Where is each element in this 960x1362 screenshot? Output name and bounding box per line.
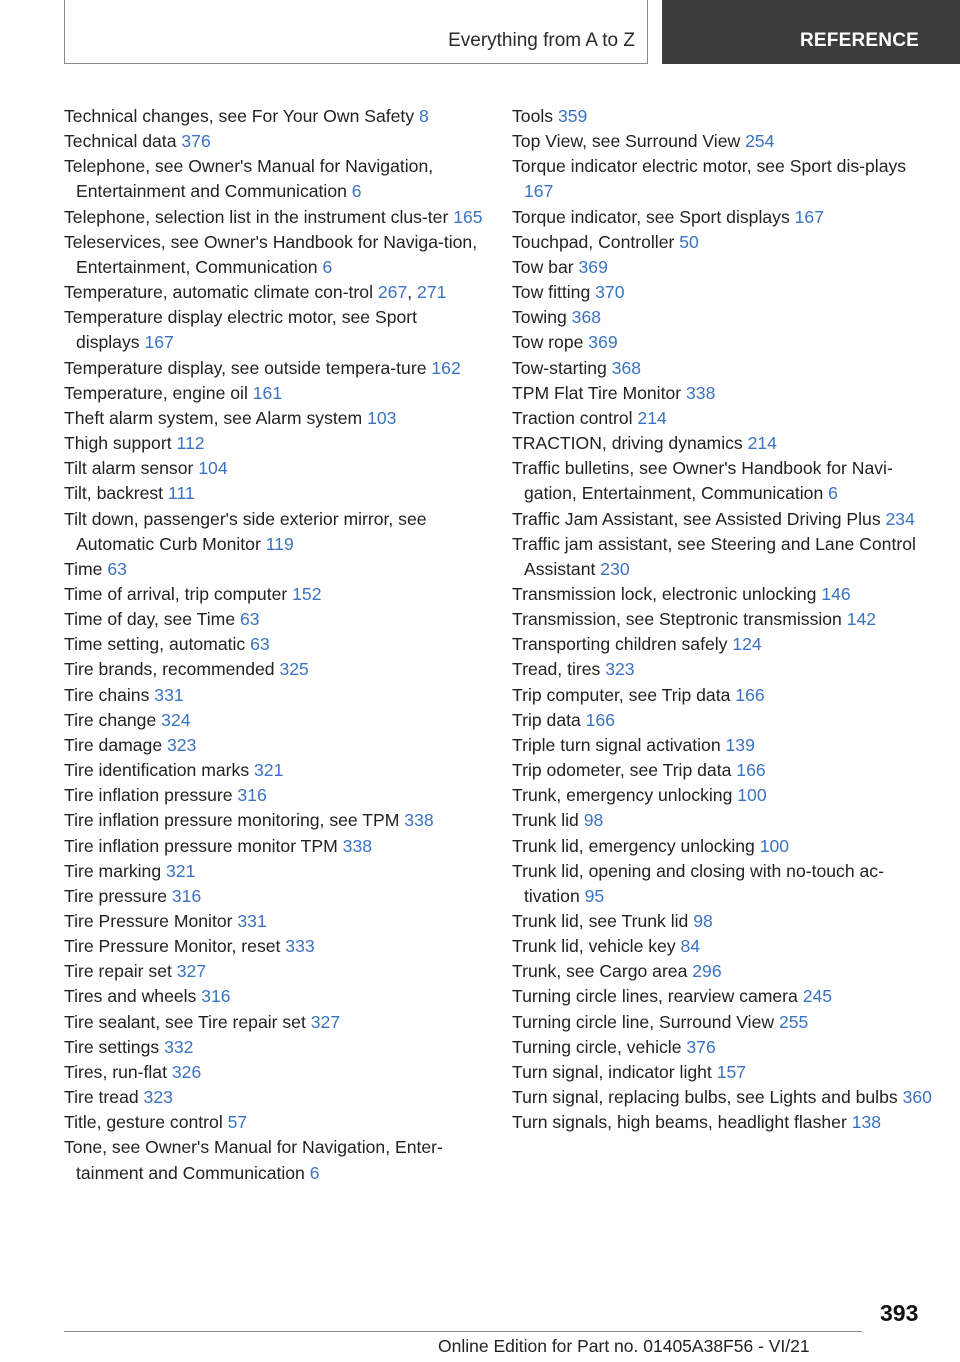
page-reference-link[interactable]: 245 [802,986,833,1007]
page-reference-link[interactable]: 323 [143,1087,173,1108]
page-reference-link[interactable]: 368 [611,357,642,378]
index-column-right [512,104,932,1135]
index-entry [64,959,484,984]
index-entry [64,104,484,129]
page-reference-link[interactable]: 103 [367,407,397,428]
index-entry [512,305,932,330]
page-reference-link[interactable]: 368 [571,307,602,328]
page-reference-link[interactable]: 142 [846,609,877,630]
index-entry [64,1110,484,1135]
page-reference-link[interactable]: 321 [166,860,196,881]
index-entry [512,230,932,255]
index-entry [512,456,932,506]
index-entry-term: Tow fitting [512,282,596,303]
index-entry-term: Turning circle lines, rearview camera [512,986,803,1007]
page-reference-link[interactable]: 327 [310,1011,341,1032]
index-entry [512,959,932,984]
page-reference-link[interactable]: 63 [107,558,127,579]
index-entry-term: Thigh support [64,433,177,454]
page-reference-link[interactable]: 6 [828,483,838,504]
index-entry [64,1035,484,1060]
running-header-title-box [64,0,648,64]
page-reference-link[interactable]: 331 [237,911,267,931]
page-reference-link[interactable]: 255 [778,1011,809,1032]
index-entry [64,657,484,682]
index-entry-term: Traffic jam assistant, see Steering and Lane Control Assistant [512,533,916,579]
page-reference-link[interactable]: 369 [588,332,618,353]
page-reference-link[interactable]: 338 [686,382,716,403]
index-entry [64,356,484,381]
index-entry-term: Tilt alarm sensor [64,458,199,479]
index-entry-term: Telephone, selection list in the instrument clus‐ter [64,206,454,227]
page-reference-link[interactable]: 338 [404,810,434,831]
page-reference-link[interactable]: 100 [737,785,767,806]
index-entry-term: Temperature display, see outside tempera‐ture [64,357,432,378]
page-reference-link[interactable]: 6 [351,181,362,202]
section-tab-label: REFERENCE [800,30,919,51]
index-entry-term: Tire settings [64,1036,165,1057]
index-entry-term: Trip odometer, see Trip data [512,760,737,781]
index-entry [64,481,484,506]
index-entry-term: Teleservices, see Owner's Handbook for Naviga‐tion, Entertainment, Communication [64,231,478,277]
index-entry [512,381,932,406]
index-entry-term: Turning circle, vehicle [512,1036,687,1057]
index-entry-term: Torque indicator, see Sport displays [512,206,795,227]
page-reference-link[interactable]: 98 [583,810,604,831]
index-entry-term: Telephone, see Owner's Manual for Navigation, Entertainment and Communication [64,156,434,202]
page-reference-link[interactable]: 165 [453,206,483,227]
page-reference-link[interactable]: 139 [725,734,755,755]
page-reference-link[interactable]: 323 [167,734,197,755]
index-entry-term: Tire Pressure Monitor [64,911,238,931]
index-entry [512,859,932,909]
page-reference-link[interactable]: 296 [692,961,722,982]
index-entry [64,507,484,557]
index-entry [512,582,932,607]
page-reference-link[interactable]: 84 [680,936,701,957]
index-entry-term: Turn signal, indicator light [512,1061,717,1082]
index-entry-term: Tire identification marks [64,760,255,781]
index-entry-term: Tow-starting [512,357,612,378]
index-entry [512,1035,932,1060]
index-entry-term: Transmission, see Steptronic transmission [512,609,847,630]
index-entry-term: Tilt, backrest [64,483,168,504]
index-entry [512,934,932,959]
index-entry-term: Turn signal, replacing bulbs, see Lights and bulbs [512,1087,903,1108]
page-reference-link[interactable]: 271 [417,282,447,303]
index-entry [512,758,932,783]
index-entry [64,406,484,431]
page-reference-link[interactable]: 166 [735,684,765,705]
page-reference-link[interactable]: 112 [176,433,205,454]
page-reference-link[interactable]: 57 [227,1112,248,1133]
index-entry-term: Tires and wheels [64,986,202,1007]
index-entry [64,859,484,884]
index-column-left [64,104,484,1186]
page-reference-link[interactable]: 234 [885,508,915,529]
index-entry [64,557,484,582]
page-reference-link[interactable]: 323 [605,659,635,680]
index-entry-term: Time setting, automatic [64,634,251,655]
page-reference-link[interactable]: 326 [171,1061,202,1082]
index-entry-term: Tire sealant, see Tire repair set [64,1011,311,1032]
page-reference-link[interactable]: 161 [252,382,283,403]
index-entry-term: Trunk, see Cargo area [512,961,693,982]
index-entry [512,683,932,708]
index-entry-term: Time [64,558,108,579]
index-entry-term: Turning circle line, Surround View [512,1011,779,1032]
index-entry-term: Trunk lid [512,810,584,831]
index-entry-term: Touchpad, Controller [512,231,680,252]
index-entry [64,129,484,154]
page-reference-link[interactable]: 325 [279,659,309,680]
index-entry-term: Torque indicator electric motor, see Sport dis‐plays [512,156,907,177]
index-entry [512,406,932,431]
index-entry-term: Trunk lid, emergency unlocking [512,835,760,856]
index-entry [64,632,484,657]
index-entry [64,230,484,280]
index-entry-term: Triple turn signal activation [512,734,726,755]
index-entry [512,205,932,230]
page-reference-link[interactable]: 369 [578,256,608,277]
index-entry-term: Tread, tires [512,659,606,680]
index-entry [64,607,484,632]
index-entry [64,783,484,808]
index-entry-term: TRACTION, driving dynamics [512,433,748,454]
index-entry [512,255,932,280]
index-entry-term: Trunk lid, vehicle key [512,936,681,957]
page-reference-link[interactable]: 316 [171,885,202,906]
index-entry-term: Towing [512,307,572,328]
index-entry [512,1110,932,1135]
index-entry [64,909,484,934]
page-reference-link[interactable]: 152 [292,583,322,604]
index-entry-term: Temperature display electric motor, see Sport displays [64,307,418,353]
index-entry [512,104,932,129]
index-entry [64,758,484,783]
page-reference-link[interactable]: 6 [309,1162,320,1183]
page-reference-link[interactable]: 370 [595,282,625,303]
index-entry-term: Tires, run-flat [64,1061,172,1082]
page-reference-link[interactable]: 376 [181,131,211,152]
index-entry-term: Top View, see Surround View [512,131,746,152]
page-number: 393 [880,1300,919,1326]
index-entry [64,1085,484,1110]
index-entry [64,1010,484,1035]
index-entry-term: Traffic Jam Assistant, see Assisted Driving Plus [512,508,886,529]
index-entry [64,808,484,833]
index-entry [64,733,484,758]
page-reference-link[interactable]: 166 [585,709,616,730]
index-entry-term: Trunk lid, opening and closing with no-touch ac‐tivation [512,860,884,906]
index-entry [64,1135,484,1185]
index-entry-term: Temperature, engine oil [64,382,253,403]
index-entry [512,431,932,456]
page-reference-link[interactable]: 360 [902,1087,932,1108]
index-entry-term: Time of arrival, trip computer [64,583,293,604]
page-reference-link[interactable]: 316 [237,785,267,806]
index-entry [64,1060,484,1085]
index-entry [512,783,932,808]
page-reference-link[interactable]: 324 [161,709,191,730]
index-entry-term: Tire pressure [64,885,172,906]
index-entry-term: Tire inflation pressure [64,785,238,806]
footer-divider [64,1331,862,1332]
index-entry [64,154,484,204]
page-reference-link[interactable]: 359 [557,106,588,126]
index-entry-term: Trip computer, see Trip data [512,684,736,705]
index-entry-term: Tire repair set [64,961,177,982]
index-entry [512,834,932,859]
running-header-title: Everything from A to Z [448,30,635,51]
index-entry [64,381,484,406]
index-entry-term: Tire change [64,709,162,730]
index-entry [512,733,932,758]
page-reference-link[interactable]: 124 [732,634,762,655]
page-reference-link[interactable]: 146 [821,583,851,604]
index-entry [512,330,932,355]
index-entry-term: Tire brands, recommended [64,659,280,680]
index-entry-term: Transporting children safely [512,634,733,655]
index-entry [512,532,932,582]
index-entry [512,708,932,733]
index-entry [64,205,484,230]
page-reference-link[interactable]: 332 [164,1036,194,1057]
index-entry-term: Title, gesture control [64,1112,228,1133]
section-tab [662,0,960,64]
index-entry [64,934,484,959]
index-entry [64,683,484,708]
index-entry-term: Tow bar [512,256,579,277]
page-reference-link[interactable]: 333 [285,936,315,957]
index-entry-term: Turn signals, high beams, headlight flasher [512,1112,852,1133]
index-entry [512,507,932,532]
index-entry-term: Tone, see Owner's Manual for Navigation, Enter‐tainment and Communication [64,1137,443,1183]
page-reference-link[interactable]: 63 [250,634,270,655]
index-entry [64,305,484,355]
page-reference-link[interactable]: 157 [716,1061,747,1082]
index-entry [64,708,484,733]
page-reference-link[interactable]: 63 [240,609,260,630]
page-reference-link[interactable]: 327 [176,961,207,982]
index-entry-term: Time of day, see Time [64,609,240,630]
index-entry [512,632,932,657]
index-entry [64,456,484,481]
page-reference-link[interactable]: 167 [794,206,824,227]
index-entry-term: Traffic bulletins, see Owner's Handbook for Navi‐gation, Entertainment, Communication [512,458,893,504]
page-reference-link[interactable]: 162 [431,357,461,378]
page-reference-link[interactable]: 214 [747,433,777,454]
index-entry [512,984,932,1009]
page-reference-link[interactable]: 321 [254,760,284,781]
index-entry-term: Tire tread [64,1087,144,1108]
index-entry [64,582,484,607]
index-entry [512,1085,932,1110]
index-entry-term: Traction control [512,407,638,428]
index-entry [64,834,484,859]
index-entry [512,909,932,934]
page-reference-link[interactable]: 104 [198,458,228,479]
page-separator: , [407,282,418,303]
page-reference-link[interactable]: 214 [637,407,667,428]
index-entry-term: Temperature, automatic climate con‐trol [64,282,378,303]
page-reference-link[interactable]: 111 [167,483,195,504]
index-entry-term: Tow rope [512,332,589,353]
footer-edition-text: Online Edition for Part no. 01405A38F56 - VI/21 [438,1336,810,1356]
index-entry-term: Technical changes, see For Your Own Safety [64,106,420,126]
index-entry-term: Tire chains [64,684,155,705]
index-entry [512,280,932,305]
index-entry-term: Tire Pressure Monitor, reset [64,936,286,957]
page-reference-link[interactable]: 338 [342,835,373,856]
index-entry [512,808,932,833]
page-reference-link[interactable]: 254 [745,131,775,152]
page-reference-link[interactable]: 98 [693,911,713,931]
index-entry-term: Technical data [64,131,182,152]
page-reference-link[interactable]: 138 [851,1112,882,1133]
page-reference-link[interactable]: 119 [265,533,294,554]
index-entry [512,1010,932,1035]
index-entry [64,984,484,1009]
index-entry-term: Tire marking [64,860,166,881]
page-reference-link[interactable]: 8 [419,106,429,126]
index-entry-term: Trunk lid, see Trunk lid [512,911,694,931]
index-entry [512,154,932,204]
index-entry [64,431,484,456]
page-reference-link[interactable]: 6 [322,256,333,277]
index-entry [64,280,484,305]
index-entry-term: Tools [512,106,558,126]
index-entry [512,607,932,632]
page-reference-link[interactable]: 50 [679,231,699,252]
index-entry-term: Tire inflation pressure monitoring, see TPM [64,810,405,831]
index-entry-term: Theft alarm system, see Alarm system [64,407,368,428]
index-entry-term: TPM Flat Tire Monitor [512,382,687,403]
index-entry-term: Transmission lock, electronic unlocking [512,583,822,604]
page-reference-link[interactable]: 95 [584,885,605,906]
index-entry-term: Trip data [512,709,586,730]
index-entry [512,657,932,682]
index-entry [512,356,932,381]
index-entry-term: Tire damage [64,734,168,755]
page-reference-link[interactable]: 100 [759,835,790,856]
page-reference-link[interactable]: 230 [600,558,630,579]
index-entry-term: Tire inflation pressure monitor TPM [64,835,343,856]
page-reference-link[interactable]: 331 [154,684,184,705]
index-entry [64,884,484,909]
page-reference-link[interactable]: 316 [201,986,231,1007]
index-entry [512,1060,932,1085]
page-reference-link[interactable]: 167 [144,332,174,353]
index-entry-term: Trunk, emergency unlocking [512,785,738,806]
page-reference-link[interactable]: 376 [686,1036,716,1057]
page-reference-link[interactable]: 167 [524,181,554,202]
page-reference-link[interactable]: 267 [377,282,408,303]
index-entry-term: Tilt down, passenger's side exterior mirror, see Automatic Curb Monitor [64,508,427,554]
index-entry [512,129,932,154]
page-reference-link[interactable]: 166 [736,760,766,781]
